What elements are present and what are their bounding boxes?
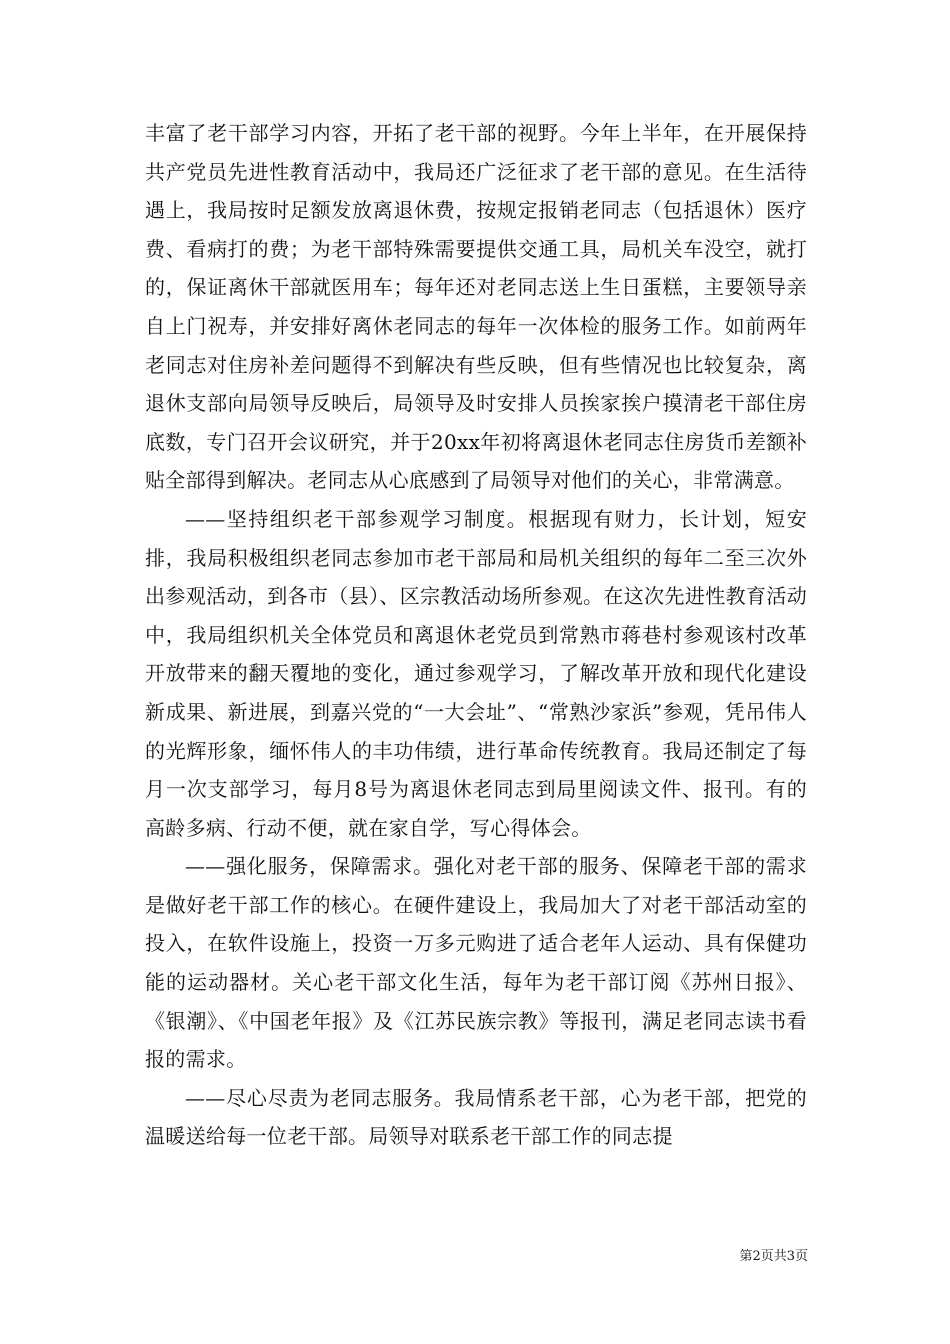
document-body: [145, 114, 807, 1156]
paragraph-4: ——尽心尽责为老同志服务。我局情系老干部，心为老干部，把党的温暖送给每一位老干部。局领导对联系老干部工作的同志提: [145, 1085, 807, 1149]
paragraph-1: 丰富了老干部学习内容，开拓了老干部的视野。今年上半年，在开展保持共产党员先进性教育活动中，我局还广泛征求了老干部的意见。在生活待遇上，我局按时足额发放离退休费，按规定报销老同志（包括退休）医疗费、看病打的费；为老干部特殊需要提供交通工具，局机关车没空，就打的，保证离休干部就医用车；每年还对老同志送上生日蛋糕，主要领导亲自上门祝寿，并安排好离休老同志的每年一次体检的服务工作。如前两年老同志对住房补差问题得不到解决有些反映，但有些情况也比较复杂，离退休支部向局领导反映后，局领导及时安排人员挨家挨户摸清老干部住房底数，专门召开会议研究，并于20xx年初将离退休老同志住房货币差额补贴全部得到解决。老同志从心底感到了局领导对他们的关心，非常满意。: [145, 121, 807, 493]
page-number: 第2页共3页: [739, 1249, 808, 1264]
paragraph-3: ——强化服务，保障需求。强化对老干部的服务、保障老干部的需求是做好老干部工作的核心。在硬件建设上，我局加大了对老干部活动室的投入，在软件设施上，投资一万多元购进了适合老年人运动、具有保健功能的运动器材。关心老干部文化生活，每年为老干部订阅《苏州日报》、《银潮》、《中国老年报》及《江苏民族宗教》等报刊，满足老同志读书看报的需求。: [145, 854, 807, 1072]
paragraph-2: ——坚持组织老干部参观学习制度。根据现有财力，长计划，短安排，我局积极组织老同志参加市老干部局和局机关组织的每年二至三次外出参观活动，到各市（县）、区宗教活动场所参观。在这次先进性教育活动中，我局组织机关全体党员和离退休老党员到常熟市蒋巷村参观该村改革开放带来的翻天覆地的变化，通过参观学习，了解改革开放和现代化建设新成果、新进展，到嘉兴党的“一大会址”、“常熟沙家浜”参观，凭吊伟人的光辉形象，缅怀伟人的丰功伟绩，进行革命传统教育。我局还制定了每月一次支部学习，每月8号为离退休老同志到局里阅读文件、报刊。有的高龄多病、行动不便，就在家自学，写心得体会。: [145, 506, 807, 840]
